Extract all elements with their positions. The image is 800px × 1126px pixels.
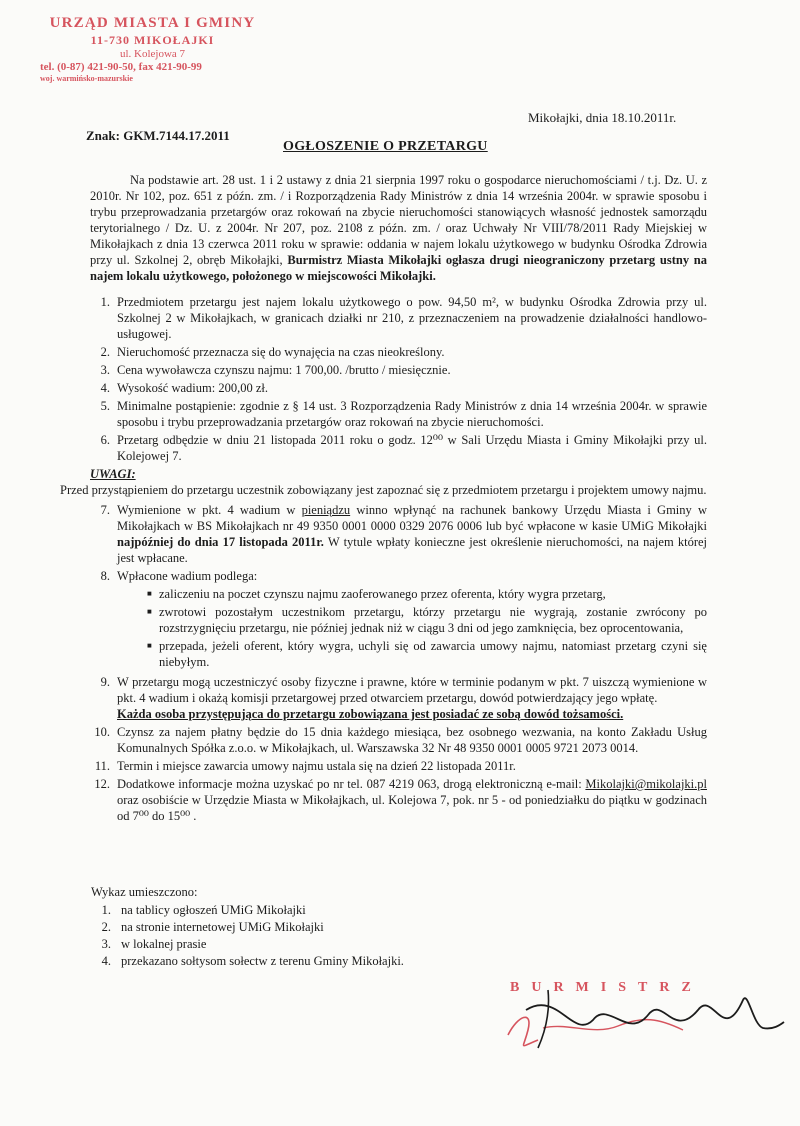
item-number: 10. (94, 725, 110, 739)
handwritten-signature-icon (498, 970, 788, 1060)
stamp-line-office: URZĄD MIASTA I GMINY (49, 15, 256, 31)
list-item (60, 724, 707, 756)
notes-heading: UWAGI: (90, 467, 136, 481)
list-item (60, 502, 707, 566)
item-text: przekazano sołtysom sołectw z terenu Gminy Mikołajki. (121, 954, 404, 968)
intro-paragraph (90, 172, 707, 284)
item-number: 9. (100, 675, 110, 689)
list-item (60, 362, 707, 378)
list-item (60, 674, 707, 722)
identity-note: Każda osoba przystępująca do przetargu zobowiązana jest posiadać ze sobą dowód tożsamości. (117, 707, 624, 721)
item-number: 8. (100, 569, 110, 583)
item-text: W tytule wpłaty konieczne jest określenie nieruchomości, na najem której jest wpłacane. (117, 535, 708, 565)
conditions-list-continued (60, 502, 707, 824)
office-stamp (40, 16, 265, 84)
item-number: 3. (101, 937, 111, 951)
list-item (91, 953, 541, 969)
list-item (91, 919, 541, 935)
item-text: na stronie internetowej UMiG Mikołajki (121, 920, 324, 934)
item-number: 3. (100, 363, 110, 377)
square-bullet-icon: ■ (147, 641, 152, 650)
item-text: Wysokość wadium: 200,00 zł. (117, 381, 268, 395)
cash-emphasis: pieniądzu (301, 503, 351, 517)
list-item (60, 776, 707, 824)
square-bullet-icon: ■ (147, 607, 152, 616)
item-number: 12. (94, 777, 110, 791)
item-number: 5. (100, 399, 110, 413)
item-text: Nieruchomość przeznacza się do wynajęcia na czas nieokreślony. (117, 345, 445, 359)
sublist-text: zaliczeniu na poczet czynszu najmu zaoferowanego przez oferenta, który wygra przetarg, (159, 587, 606, 601)
deposit-sublist (117, 586, 707, 670)
mayor-signature-stamp (498, 970, 788, 1060)
list-item (60, 758, 707, 774)
item-number: 4. (101, 954, 111, 968)
distribution-section (91, 884, 541, 970)
stamp-line-street: ul. Kolejowa 7 (119, 48, 186, 61)
list-item (60, 344, 707, 360)
item-number: 7. (100, 503, 110, 517)
reference-number: Znak: GKM.7144.17.2011 (86, 128, 230, 143)
item-text: w lokalnej prasie (121, 937, 207, 951)
stamp-line-postcode: 11-730 MIKOŁAJKI (90, 32, 215, 47)
sublist-text: przepada, jeżeli oferent, który wygra, uchyli się od zawarcia umowy najmu, natomiast przetarg czyni się niebyłym. (159, 639, 707, 669)
item-number: 2. (101, 920, 111, 934)
sublist-item (117, 586, 707, 602)
stamp-line-region: woj. warmińsko-mazurskie (40, 74, 133, 84)
document-body (60, 172, 707, 826)
sublist-text: zwrotowi pozostałym uczestnikom przetargu, którzy przetargu nie wygrają, zostanie zwrócony po rozstrzygnięciu przetargu, nie później jednak niż w ciągu 3 dni od jego zamknięcia, bez oprocentowania, (159, 605, 707, 635)
item-text: Cena wywoławcza czynszu najmu: 1 700,00. /brutto / miesięcznie. (117, 363, 451, 377)
item-number: 11. (94, 759, 110, 773)
intro-announcement: Burmistrz Miasta Mikołajki ogłasza drugi nieograniczony przetarg ustny na najem lokalu użytkowego, położonego w miejscowości Mikołajki. (90, 253, 707, 283)
item-number: 6. (100, 433, 110, 447)
list-item (60, 398, 707, 430)
item-text: Przedmiotem przetargu jest najem lokalu użytkowego o pow. 94,50 m², w budynku Ośrodka Zdrowia przy ul. Szkolnej 2 w Mikołajkach, w granicach działki nr 210, z przeznaczeniem na prowadzenie działalności handlowo-usługowej. (117, 295, 707, 341)
item-number: 1. (101, 903, 111, 917)
place-date: Mikołajki, dnia 18.10.2011r. (528, 110, 677, 125)
square-bullet-icon: ■ (147, 589, 152, 598)
item-text: Dodatkowe informacje można uzyskać po nr tel. 087 4219 063, drogą elektroniczną e-mail: (117, 777, 586, 791)
distribution-heading: Wykaz umieszczono: (91, 885, 198, 899)
list-item (60, 294, 707, 342)
item-text: Termin i miejsce zawarcia umowy najmu ustala się na dzień 22 listopada 2011r. (117, 759, 516, 773)
list-item (91, 936, 541, 952)
deadline-emphasis: najpóźniej do dnia 17 listopada 2011r. (117, 535, 324, 549)
sublist-item (117, 638, 707, 670)
item-text: Przetarg odbędzie w dniu 21 listopada 2011 roku o godz. 12⁰⁰ w Sali Urzędu Miasta i Gminy Mikołajki przy ul. Kolejowej 7. (117, 433, 707, 463)
conditions-list (60, 294, 707, 464)
email-link[interactable]: Mikolajki@mikolajki.pl (585, 777, 707, 791)
signature-stamp-title: BURMISTRZ (510, 980, 703, 995)
sublist-item (117, 604, 707, 636)
list-item (60, 432, 707, 464)
item-number: 4. (100, 381, 110, 395)
item-text: Wpłacone wadium podlega: (117, 569, 258, 583)
list-item (60, 380, 707, 396)
item-text: na tablicy ogłoszeń UMiG Mikołajki (121, 903, 306, 917)
list-item (91, 902, 541, 918)
list-item (60, 568, 707, 670)
stamp-line-phone: tel. (0-87) 421-90-50, fax 421-90-99 (40, 60, 202, 73)
item-number: 1. (100, 295, 110, 309)
item-number: 2. (100, 345, 110, 359)
notes-text: Przed przystąpieniem do przetargu uczestnik zobowiązany jest zapoznać się z przedmiotem przetargu i projektem umowy najmu. (60, 483, 707, 497)
item-text: W przetargu mogą uczestniczyć osoby fizyczne i prawne, które w terminie podanym w pkt. 7 uiszczą wymienione w pkt. 4 wadium i okażą komisji przetargowej przed otwarciem przetargu, dowód potwierdzający jego wpłatę. (117, 675, 707, 705)
item-text: Wymienione w pkt. 4 wadium w (117, 503, 302, 517)
item-text: Czynsz za najem płatny będzie do 15 dnia każdego miesiąca, bez osobnego wezwania, na konto Zakładu Usług Komunalnych Spółka z.o.o. w Mikołajkach, ul. Warszawska 32 Nr 48 9350 0001 0005 9721 2073 0014. (117, 725, 707, 755)
item-text: oraz osobiście w Urzędzie Miasta w Mikołajkach, ul. Kolejowa 7, pok. nr 5 - od poniedziałku do piątku w godzinach od 7⁰⁰ do 15⁰⁰ . (117, 793, 707, 823)
distribution-list (91, 902, 541, 969)
item-text: winno wpłynąć na rachunek bankowy Urzędu Miasta i Gminy w Mikołajkach w BS Mikołajkach nr 49 9350 0001 0000 0329 2076 0006 lub być wpłacone w kasie UMiG Mikołajki (117, 503, 707, 533)
intro-text: Na podstawie art. 28 ust. 1 i 2 ustawy z dnia 21 sierpnia 1997 roku o gospodarce nieruchomościami / t.j. Dz. U. z 2010r. Nr 102, poz. 651 z późn. zm. / i Rozporządzenia Rady Ministrów z dnia 14 września 2004r. w sprawie sposobu i trybu przeprowadzania przetargów oraz rokowań na zbycie nieruchomości stanowiących własność jednostek samorządu terytorialnego / Dz. U. z 2004r. Nr 207, poz. 2108 z późn. zm. / oraz Uchwały Nr VIII/78/2011 Rady Miejskiej w Mikołajkach z dnia 13 czerwca 2011 roku w sprawie: oddania w najem lokalu użytkowego w budynku Ośrodka Zdrowia przy ul. Szkolnej 2, obręb Mikołajki, (90, 173, 707, 267)
item-text: Minimalne postąpienie: zgodnie z § 14 ust. 3 Rozporządzenia Rady Ministrów z dnia 14 września 2004r. w sprawie sposobu i trybu przeprowadzania przetargów oraz rokowań na zbycie nieruchomości. (117, 399, 707, 429)
document-title: OGŁOSZENIE O PRZETARGU (283, 139, 488, 154)
